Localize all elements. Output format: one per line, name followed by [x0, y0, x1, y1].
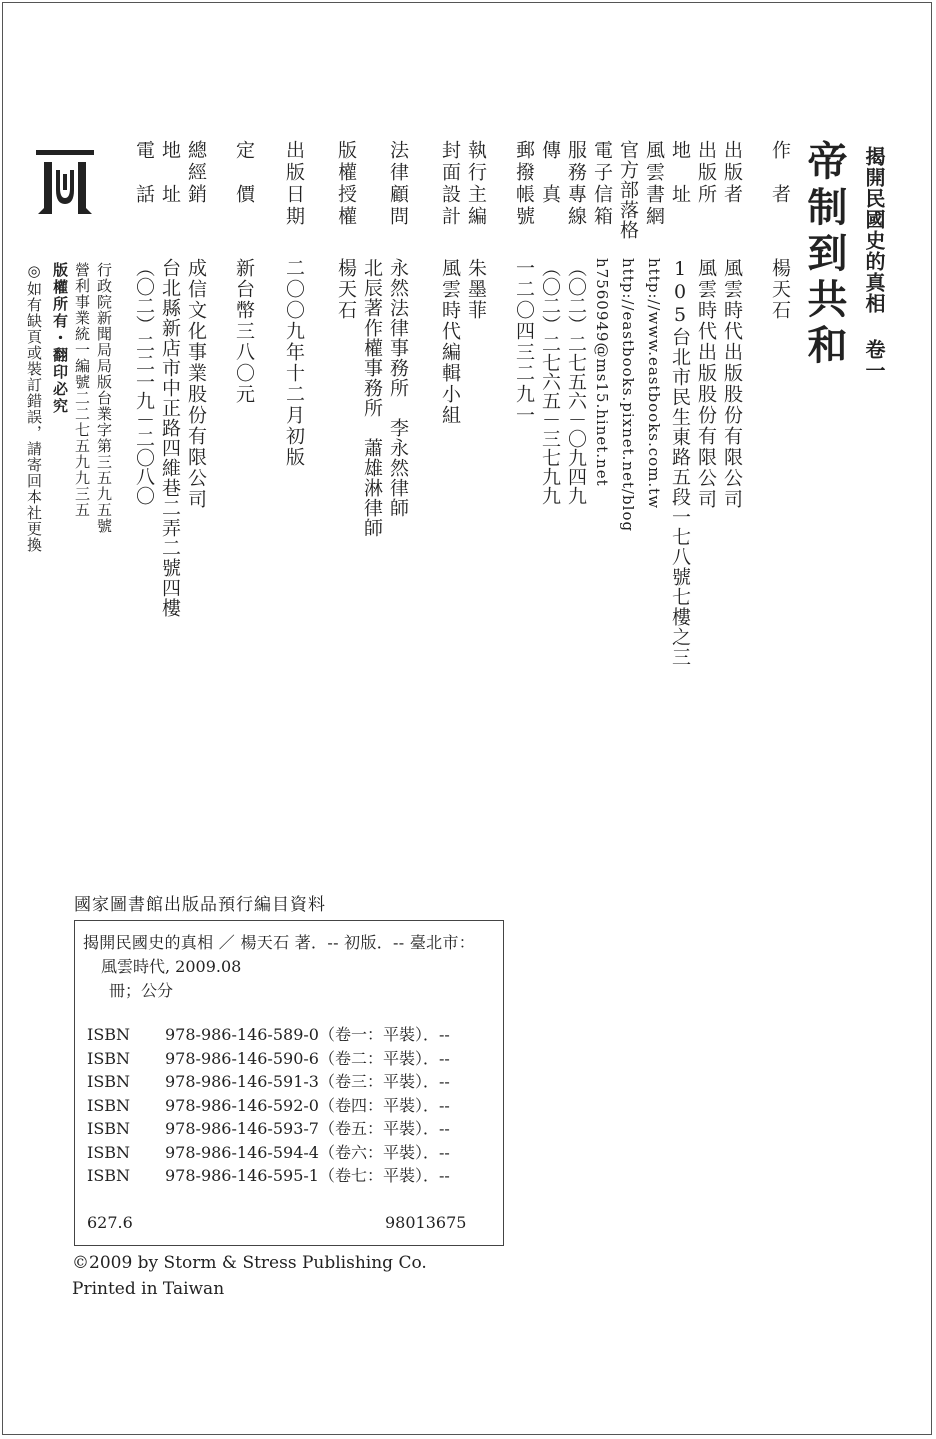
- publisher-value: 風雲時代出版股份有限公司: [721, 258, 743, 510]
- isbn-row: [87, 1070, 450, 1094]
- fax-label: 傳 真: [539, 140, 561, 206]
- distributor-value: 成信文化事業股份有限公司: [185, 258, 207, 510]
- cip-heading: 國家圖書館出版品預行編目資料: [74, 895, 326, 915]
- blog-label: 官方部落格: [617, 140, 639, 240]
- fax-value: （〇二）二七六五－三七九九: [539, 258, 561, 505]
- isbn-row: [87, 1047, 450, 1071]
- isbn-label: ISBN: [87, 1048, 131, 1068]
- cip-classification-number: 627.6: [87, 1213, 133, 1232]
- chief-editor-label: 執行主編: [465, 140, 487, 228]
- isbn-value: 978-986-146-590-6（卷二：平裝）．--: [165, 1048, 450, 1068]
- dist-address-value: 台北縣新店市中正路四維巷二弄二號四樓: [159, 258, 181, 618]
- cip-record-box: [74, 920, 504, 1246]
- dist-address-label: 地 址: [159, 140, 181, 206]
- price-label: 定 價: [233, 140, 255, 206]
- copyright-block: [72, 1250, 427, 1302]
- isbn-value: 978-986-146-595-1（卷七：平裝）．--: [165, 1166, 450, 1185]
- postal-account-value: 一二〇四三二九一: [513, 258, 535, 426]
- dist-phone-label: 電 話: [133, 140, 155, 206]
- address-value: 105台北市民生東路五段一七八號七樓之三: [669, 258, 691, 667]
- blog-link[interactable]: http://eastbooks.pixnet.net/blog: [619, 258, 637, 533]
- isbn-row: [87, 1023, 450, 1047]
- isbn-value: 978-986-146-591-3（卷三：平裝）．--: [165, 1072, 450, 1091]
- service-line-value: （〇二）二七五六－〇九四九: [565, 258, 587, 505]
- cip-format-line: 冊；公分: [109, 981, 174, 1000]
- pub-date-value: 二〇〇九年十二月初版: [283, 258, 305, 468]
- legal-counsel-value-1: 永然法律事務所 李永然律師: [387, 258, 409, 518]
- isbn-row: [87, 1164, 450, 1188]
- cip-record-number: 98013675: [385, 1213, 467, 1232]
- isbn-row: [87, 1094, 450, 1118]
- author-value: 楊天石: [769, 258, 791, 321]
- publisher-office-value: 風雲時代出版股份有限公司: [695, 258, 717, 510]
- isbn-list: [87, 1023, 450, 1188]
- isbn-value: 978-986-146-594-4（卷六：平裝）．--: [165, 1142, 450, 1162]
- isbn-label: ISBN: [87, 1166, 131, 1185]
- defect-notice: ◎如有缺頁或裝訂錯誤，請寄回本社更換: [25, 262, 43, 553]
- rights-license-value: 楊天石: [335, 258, 357, 321]
- copyright-line: ©2009 by Storm & Stress Publishing Co.: [72, 1253, 427, 1273]
- author-label: 作 者: [769, 140, 791, 206]
- cover-design-label: 封面設計: [439, 140, 461, 228]
- book-title: 帝制到共和: [801, 140, 847, 370]
- pub-date-label: 出版日期: [283, 140, 305, 228]
- publisher-logo-icon: [34, 148, 96, 216]
- cip-publisher-line: 風雲時代, 2009.08: [101, 957, 242, 976]
- isbn-value: 978-986-146-589-0（卷一：平裝）．--: [165, 1025, 450, 1044]
- chief-editor-value: 朱墨菲: [465, 258, 487, 321]
- publisher-office-label: 出版所: [695, 140, 717, 206]
- isbn-label: ISBN: [87, 1025, 131, 1044]
- isbn-row: [87, 1141, 450, 1165]
- website-label: 風雲書網: [643, 140, 665, 228]
- cover-design-value: 風雲時代編輯小組: [439, 258, 461, 426]
- isbn-label: ISBN: [87, 1072, 131, 1091]
- isbn-row: [87, 1117, 450, 1141]
- rights-notice: 版權所有・翻印必究: [51, 262, 69, 415]
- isbn-value: 978-986-146-592-0（卷四：平裝）．--: [165, 1095, 450, 1115]
- website-link[interactable]: http://www.eastbooks.com.tw: [645, 258, 663, 510]
- price-value: 新台幣三八〇元: [233, 258, 255, 405]
- service-line-label: 服務專線: [565, 140, 587, 228]
- rights-license-label: 版權授權: [335, 140, 357, 228]
- postal-account-label: 郵撥帳號: [513, 140, 535, 228]
- legal-counsel-label: 法律顧問: [387, 140, 409, 228]
- registration-line-2: 營利事業統一編號二二七五九九三五: [73, 262, 91, 518]
- isbn-value: 978-986-146-593-7（卷五：平裝）．--: [165, 1119, 450, 1138]
- email-link[interactable]: h7560949@ms15.hinet.net: [593, 258, 611, 487]
- registration-line-1: 行政院新聞局局版台業字第三五九五號: [95, 262, 113, 534]
- isbn-label: ISBN: [87, 1095, 131, 1115]
- legal-counsel-value-2: 北辰著作權事務所 蕭雄淋律師: [361, 258, 383, 538]
- printed-in-line: Printed in Taiwan: [72, 1279, 225, 1299]
- address-label: 地 址: [669, 140, 691, 206]
- isbn-label: ISBN: [87, 1119, 131, 1138]
- email-label: 電子信箱: [591, 140, 613, 228]
- publisher-label: 出版者: [721, 140, 743, 206]
- cip-title-line: 揭開民國史的真相 ／ 楊天石 著．-- 初版．-- 臺北市：: [83, 933, 476, 952]
- isbn-label: ISBN: [87, 1142, 131, 1162]
- dist-phone-value: （〇二）二二一九－二〇八〇: [133, 258, 155, 505]
- series-title: 揭開民國史的真相 卷一: [862, 146, 886, 381]
- distributor-label: 總經銷: [185, 140, 207, 206]
